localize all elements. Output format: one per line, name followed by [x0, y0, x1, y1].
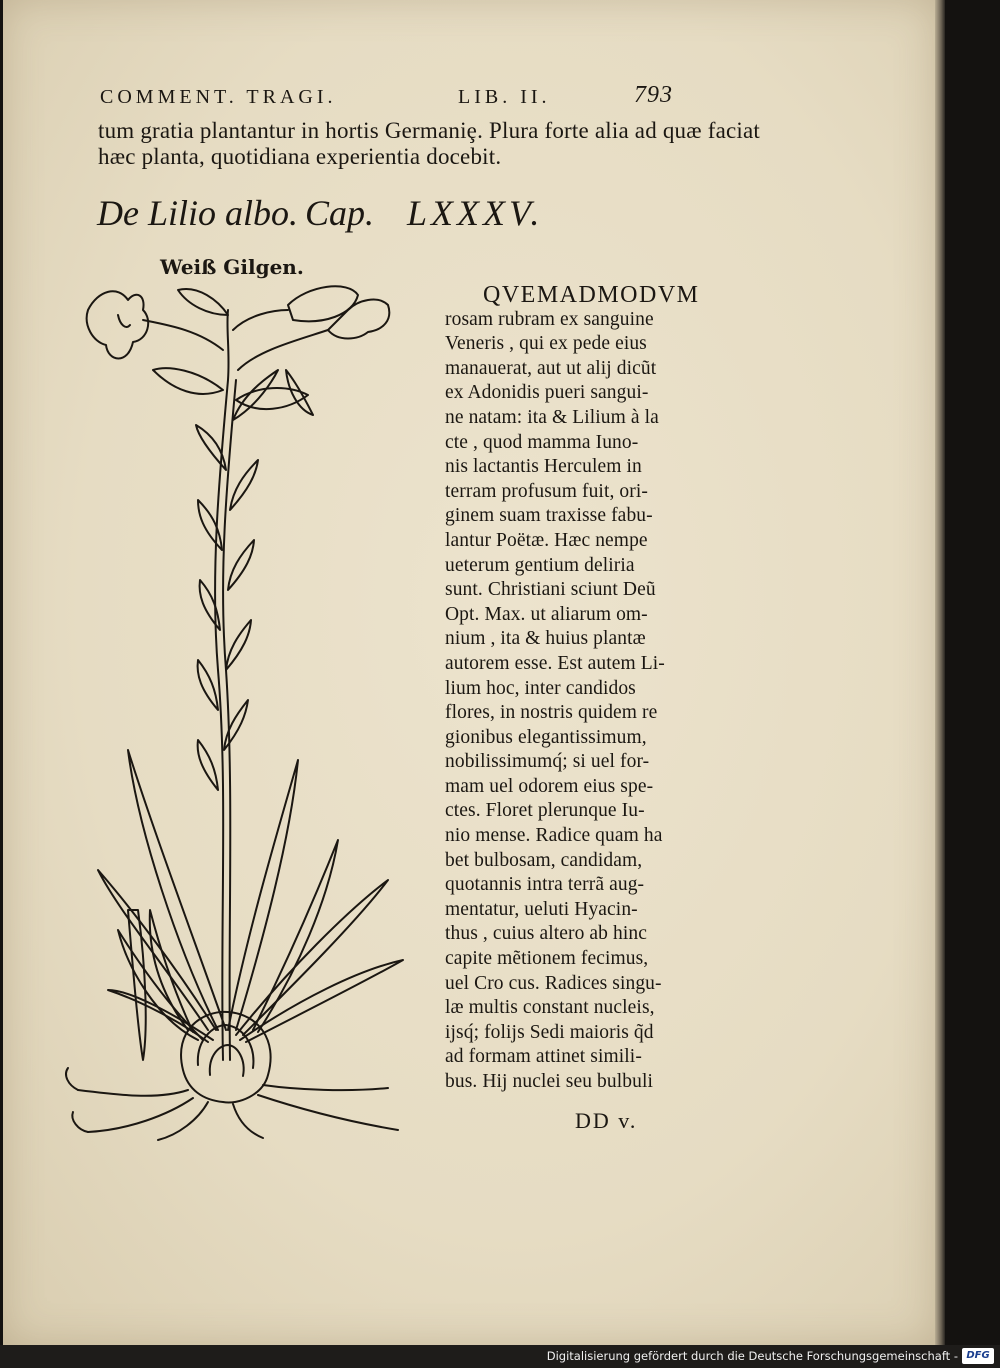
text-line: lantur Poëtæ. Hæc nempe — [445, 529, 648, 551]
text-line: capite mẽtionem fecimus, — [445, 948, 649, 970]
text-line: mam uel odorem eius spe- — [445, 775, 654, 797]
chapter-cap-label: Cap. — [305, 193, 375, 233]
chapter-number: LXXXV. — [407, 193, 544, 233]
text-line: manauerat, aut ut alij dicũt — [445, 357, 657, 379]
lily-woodcut-illustration — [58, 270, 418, 1150]
text-line: ctes. Floret plerunque Iu- — [445, 800, 645, 822]
footer-bar — [0, 1345, 1000, 1368]
text-line: ex Adonidis pueri sangui- — [445, 382, 649, 404]
continued-text-line: hæc planta, quotidiana experientia docebit. — [98, 144, 502, 169]
text-line: autorem esse. Est autem Li- — [445, 652, 665, 674]
text-line: ijsq́; folijs Sedi maioris q̃d — [445, 1021, 654, 1043]
text-line: bus. Hij nuclei seu bulbuli — [445, 1071, 653, 1092]
text-column — [445, 283, 720, 1095]
text-line: flores, in nostris quidem re — [445, 702, 658, 724]
text-line: gionibus elegantissimum, — [445, 726, 647, 748]
text-line: cte , quod mamma Iuno- — [445, 431, 639, 453]
text-line: quotannis intra terrã aug- — [445, 874, 645, 896]
page-number: 793 — [634, 82, 673, 108]
figure-caption: Weiß Gilgen. — [160, 255, 304, 279]
text-line: Veneris , qui ex pede eius — [445, 333, 647, 355]
text-line: læ multis constant nucleis, — [445, 997, 655, 1019]
continued-text-line: tum gratia plantantur in hortis Germaniȩ. Plura forte alia ad quæ faciat — [98, 118, 761, 143]
text-line: uel Cro cus. Radices singu- — [445, 972, 662, 994]
chapter-title: De Lilio albo. — [97, 193, 299, 233]
text-line: mentatur, ueluti Hyacin- — [445, 898, 638, 920]
text-line: bet bulbosam, candidam, — [445, 849, 643, 871]
text-line: ne natam: ita & Lilium à la — [445, 406, 659, 428]
text-line: lium hoc, inter candidos — [445, 677, 636, 699]
running-head-book: LIB. II. — [458, 86, 551, 108]
book-page — [3, 0, 935, 1345]
running-head-title: COMMENT. TRAGI. — [100, 86, 337, 108]
signature-mark: DD v. — [575, 1108, 638, 1133]
text-line: terram profusum fuit, ori- — [445, 480, 648, 502]
text-line: nio mense. Radice quam ha — [445, 825, 663, 847]
running-head — [100, 82, 720, 116]
text-line: sunt. Christiani sciunt Deũ — [445, 579, 656, 601]
footer-credit: Digitalisierung gefördert durch die Deutsche Forschungsgemeinschaft - — [546, 1349, 958, 1363]
text-line: thus , cuius altero ab hinc — [445, 923, 647, 945]
chapter-heading — [97, 192, 617, 236]
text-line: ueterum gentium deliria — [445, 554, 635, 576]
text-line: ad formam attinet simili- — [445, 1046, 642, 1068]
text-line: nis lactantis Herculem in — [445, 456, 642, 478]
dfg-logo[interactable]: DFG — [962, 1348, 994, 1364]
page-edge — [935, 0, 945, 1345]
text-line: Opt. Max. ut aliarum om- — [445, 603, 648, 625]
incipit: QVEMADMODVM — [483, 282, 700, 308]
text-line: nium , ita & huius plantæ — [445, 628, 646, 650]
text-line: ginem suam traxisse fabu- — [445, 505, 653, 527]
text-line: rosam rubram ex sanguine — [445, 308, 654, 330]
text-line: nobilissimumq́; si uel for- — [445, 751, 650, 773]
